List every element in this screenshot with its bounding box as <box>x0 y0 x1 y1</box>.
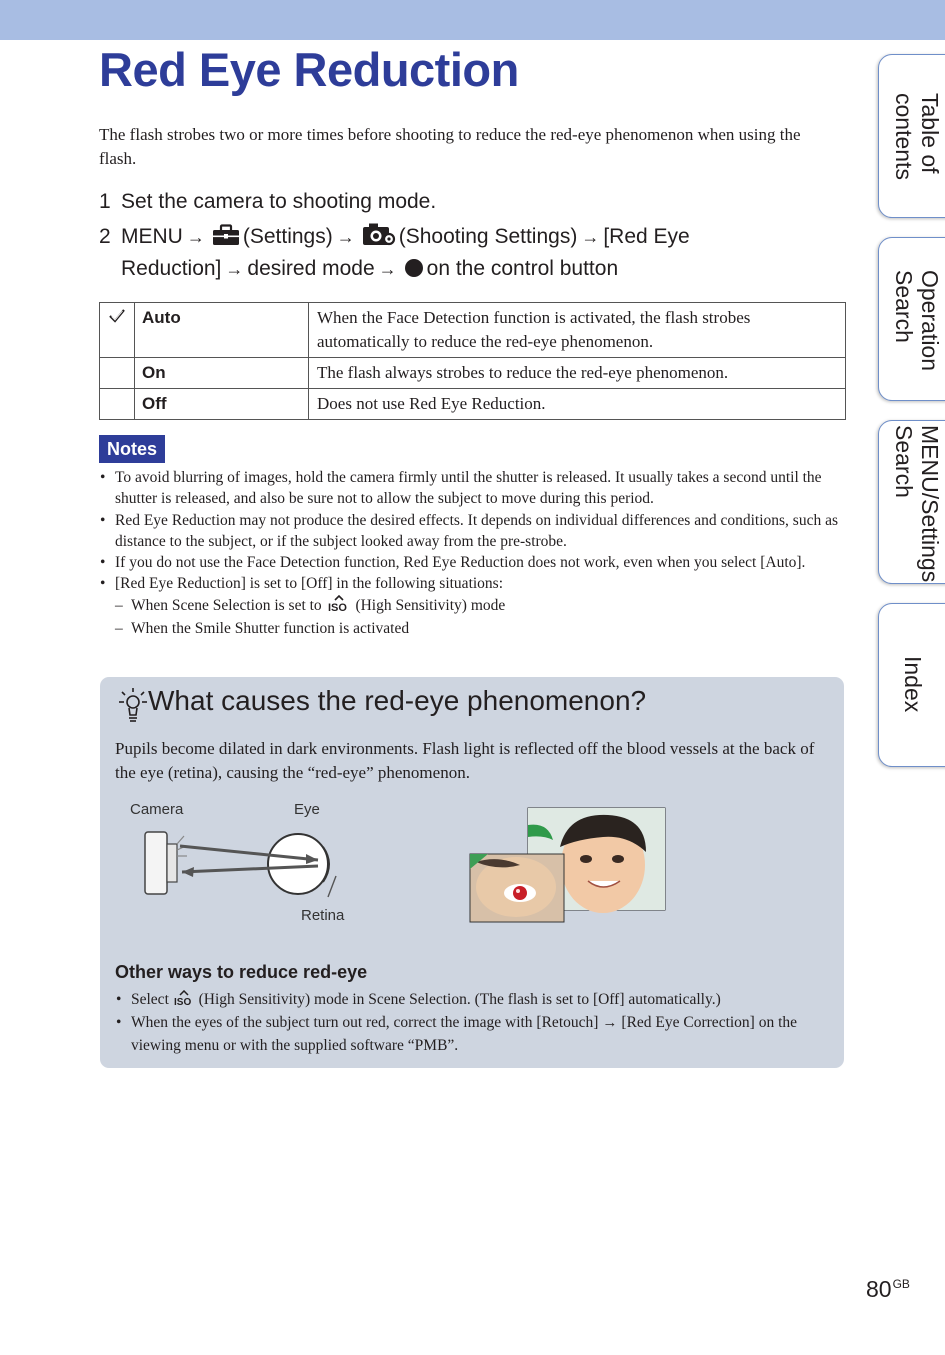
list-item-text: (High Sensitivity) mode in Scene Selection. (The flash is set to [Off] automatically.) <box>198 991 721 1008</box>
sub-item-text: (High Sensitivity) mode <box>355 596 506 614</box>
arrow-icon: → <box>378 259 397 279</box>
tab-menu-settings-search[interactable] <box>878 420 945 584</box>
list-item <box>99 595 847 618</box>
list-item-text: Select <box>131 991 169 1008</box>
arrow-icon: → <box>225 259 244 279</box>
other-ways-list <box>115 989 830 1056</box>
table-row <box>100 303 846 358</box>
lightbulb-icon <box>116 685 150 730</box>
tab-label <box>901 656 924 712</box>
list-item-text: [Red Eye Correction] on the viewing menu or with the supplied software “PMB”. <box>131 1014 798 1054</box>
settings-label: (Settings) <box>242 225 333 248</box>
tab-operation-search[interactable] <box>878 237 945 401</box>
default-check-cell <box>100 389 135 420</box>
hint-title: What causes the red-eye phenomenon? <box>148 685 647 716</box>
mode-description: Does not use Red Eye Reduction. <box>309 389 846 420</box>
high-sensitivity-icon <box>174 990 194 1012</box>
desired-mode-label: desired mode <box>247 257 375 280</box>
list-item: • Red Eye Reduction may not produce the desired effects. It depends on individual differences and conditions, such as distance to the subject, or if the subject looked away from the pre-strobe. <box>99 510 847 553</box>
intro-paragraph: The flash strobes two or more times before shooting to reduce the red-eye phenomenon when using the flash. <box>99 125 801 168</box>
tab-label-line: Table of <box>917 93 943 174</box>
control-button-dot-icon <box>404 257 424 286</box>
arrow-icon: → <box>581 227 600 247</box>
arrow-icon: → <box>336 227 355 247</box>
tab-index[interactable] <box>878 603 945 767</box>
tab-label <box>891 425 943 582</box>
other-ways-heading: Other ways to reduce red-eye <box>115 962 368 982</box>
retina-label: Retina <box>301 907 345 924</box>
mode-description: When the Face Detection function is activated, the flash strobes automatically to reduce the red-eye phenomenon. <box>309 303 846 358</box>
step-1 <box>99 187 436 216</box>
camera-label: Camera <box>130 801 184 818</box>
mode-name: On <box>135 358 309 389</box>
tab-label-line: Index <box>900 656 926 713</box>
high-sensitivity-icon <box>328 595 350 618</box>
table-row <box>100 389 846 420</box>
camera-settings-icon <box>362 222 396 254</box>
step-2 <box>99 222 690 286</box>
list-item: • To avoid blurring of images, hold the camera firmly until the shutter is released. It usually takes a second until the shutter is released, and also be sure not to allow the subject to move during this period. <box>99 467 847 510</box>
tab-label <box>891 93 943 180</box>
reduction-label: Reduction] <box>121 257 222 280</box>
arrow-icon: → <box>602 1015 618 1032</box>
tab-label-line: contents <box>891 93 917 180</box>
eye-label: Eye <box>294 801 320 818</box>
tab-label <box>891 270 943 371</box>
list-item-text: When the eyes of the subject turn out red, correct the image with [Retouch] <box>131 1014 599 1032</box>
default-check-cell <box>100 358 135 389</box>
sub-item-text: When Scene Selection is set to <box>131 596 322 614</box>
svg-text:ISO: ISO <box>327 601 347 612</box>
page-number <box>866 1276 910 1303</box>
page-title: Red Eye Reduction <box>99 43 519 96</box>
mode-table <box>99 302 846 420</box>
top-banner <box>0 0 945 40</box>
notes-list <box>99 467 847 639</box>
control-button-label: on the control button <box>426 257 619 280</box>
notes-badge: Notes <box>99 435 165 463</box>
shooting-settings-label: (Shooting Settings) <box>398 225 578 248</box>
mode-name: Off <box>135 389 309 420</box>
arrow-icon: → <box>186 227 205 247</box>
page-number-suffix: GB <box>892 1277 910 1291</box>
menu-label: MENU <box>121 225 183 248</box>
default-check-cell <box>100 303 135 358</box>
mode-name: Auto <box>135 303 309 358</box>
checkmark-icon <box>108 309 126 328</box>
step-text: Set the camera to shooting mode. <box>121 190 437 213</box>
tab-table-of-contents[interactable] <box>878 54 945 218</box>
list-item: – When the Smile Shutter function is activated <box>99 618 847 639</box>
list-item: • [Red Eye Reduction] is set to [Off] in the following situations: <box>99 573 847 594</box>
step-number: 1 <box>99 190 111 213</box>
list-item: • If you do not use the Face Detection function, Red Eye Reduction does not work, even when you select [Auto]. <box>99 552 847 573</box>
toolbox-icon <box>212 224 240 254</box>
page-number-value: 80 <box>866 1276 892 1302</box>
red-eye-diagram <box>140 822 360 912</box>
tab-label-line: Operation <box>917 270 943 372</box>
red-eye-photos <box>468 807 668 923</box>
red-eye-label: [Red Eye <box>603 225 690 248</box>
svg-text:ISO: ISO <box>173 997 191 1006</box>
hint-box <box>100 677 844 1068</box>
table-row <box>100 358 846 389</box>
tab-label-line: Search <box>891 270 917 343</box>
hint-body: Pupils become dilated in dark environments. Flash light is reflected off the blood vessels at the back of the eye (retina), causing the “red-eye” phenomenon. <box>115 739 815 782</box>
mode-description: The flash always strobes to reduce the red-eye phenomenon. <box>309 358 846 389</box>
tab-label-line: MENU/Settings <box>917 425 943 583</box>
step-number: 2 <box>99 225 111 248</box>
list-item <box>115 1012 830 1056</box>
tab-label-line: Search <box>891 425 917 498</box>
list-item <box>115 989 830 1012</box>
